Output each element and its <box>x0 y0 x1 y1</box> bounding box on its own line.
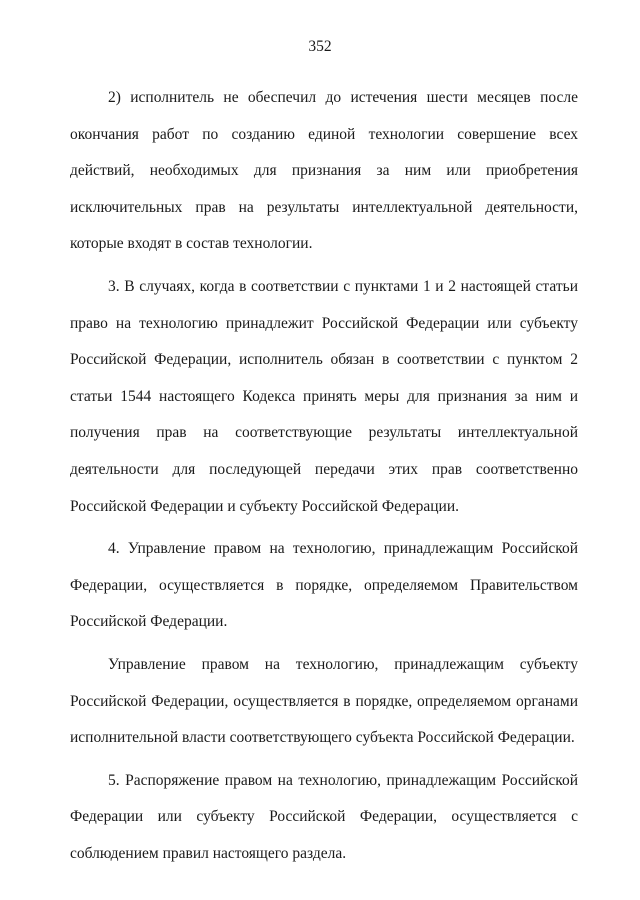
paragraph-clause-3: 3. В случаях, когда в соответствии с пунктами 1 и 2 настоящей статьи право на технологию принадлежит Российской Федерации или субъекту Российской Федерации, исполнитель обязан в соответствии с пунктом 2 статьи 1544 настоящего Кодекса принять меры для признания за ним и получения прав на соответствующие результаты интеллектуальной деятельности для последующей передачи этих прав соответственно Российской Федерации и субъекту Российской Федерации. <box>70 277 578 515</box>
paragraph-item-2: 2) исполнитель не обеспечил до истечения шести месяцев после окончания работ по созданию единой технологии совершение всех действий, необходимых для признания за ним или приобретения исключительных прав на результаты интеллектуальной деятельности, которые входят в состав технологии. <box>70 89 578 253</box>
paragraph-clause-4: 4. Управление правом на технологию, принадлежащим Российской Федерации, осуществляется в порядке, определяемом Правительством Российской Федерации. <box>70 540 578 631</box>
paragraph-clause-5: 5. Распоряжение правом на технологию, принадлежащим Российской Федерации или субъекту Российской Федерации, осуществляется с соблюдением правил настоящего раздела. <box>70 771 578 862</box>
page-number: 352 <box>308 38 332 55</box>
body-text <box>70 80 578 878</box>
paragraph-clause-4-continued: Управление правом на технологию, принадлежащим субъекту Российской Федерации, осуществляется в порядке, определяемом органами исполнительной власти соответствующего субъекта Российской Федерации. <box>70 655 578 747</box>
